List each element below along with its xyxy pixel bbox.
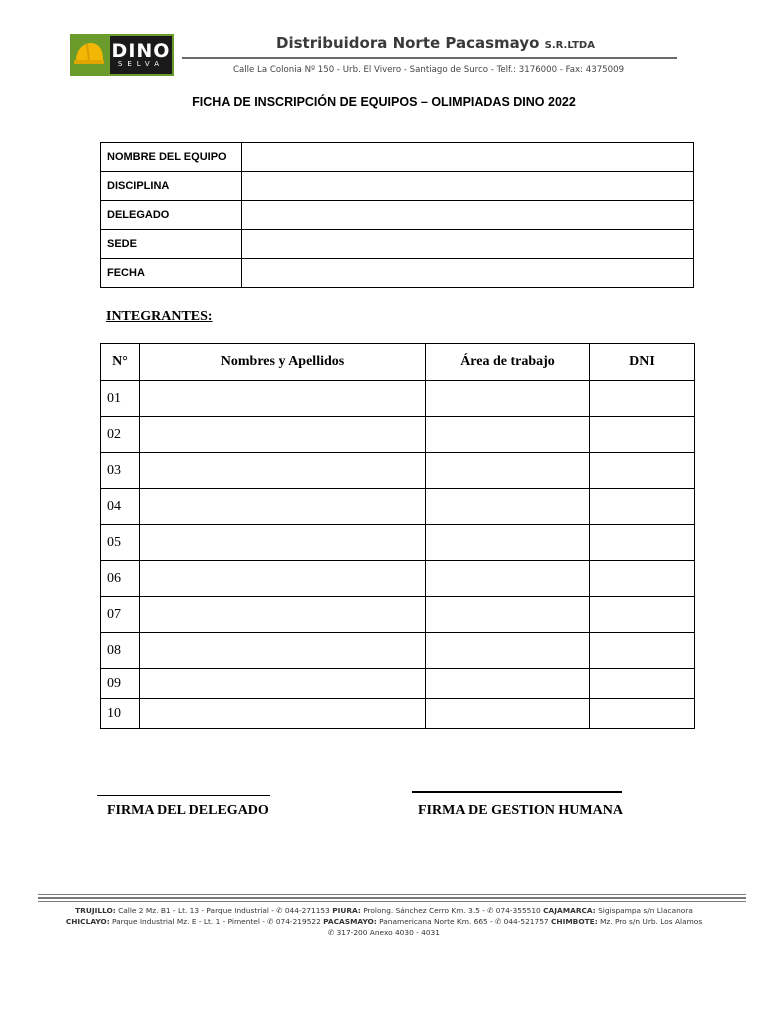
info-label: NOMBRE DEL EQUIPO [101,143,242,172]
table-row [101,669,695,699]
member-name-field[interactable] [140,381,426,417]
info-label: FECHA [101,259,242,288]
member-dni-field[interactable] [590,561,695,597]
company-logo [70,34,174,76]
member-dni-field[interactable] [590,417,695,453]
footer-city-label: CHIMBOTE: [550,917,598,926]
header-number: N° [101,344,140,381]
footer-branches-line-2 [0,917,768,926]
members-table [100,343,695,729]
row-number: 10 [101,699,140,729]
footer-branch-address: Prolong. Sánchez Cerro Km. 3.5 - ✆ 074-355510 [360,906,544,915]
table-row [101,633,695,669]
company-name-text: Distribuidora Norte Pacasmayo [276,34,540,52]
member-dni-field[interactable] [590,381,695,417]
member-area-field[interactable] [426,669,590,699]
footer-branches-line-1 [0,906,768,915]
table-row [101,489,695,525]
info-label: DISCIPLINA [101,172,242,201]
member-area-field[interactable] [426,699,590,729]
footer-branch-address: Panamericana Norte Km. 665 - ✆ 044-521757 [376,917,551,926]
member-dni-field[interactable] [590,633,695,669]
info-row [101,230,694,259]
footer-city-label: CHICLAYO: [65,917,110,926]
member-dni-field[interactable] [590,597,695,633]
footer-divider [38,894,746,895]
info-value-field[interactable] [242,259,694,288]
hr-signature-label: FIRMA DE GESTION HUMANA [418,803,623,818]
row-number: 01 [101,381,140,417]
member-dni-field[interactable] [590,453,695,489]
logo-wordmark [108,34,174,76]
team-info-table [100,142,694,288]
table-row [101,453,695,489]
member-area-field[interactable] [426,381,590,417]
footer-branch-address: Calle 2 Mz. B1 - Lt. 13 - Parque Industrial - ✆ 044-271153 [115,906,333,915]
member-dni-field[interactable] [590,489,695,525]
info-value-field[interactable] [242,143,694,172]
row-number: 06 [101,561,140,597]
delegate-signature-line[interactable] [97,795,270,796]
table-row [101,597,695,633]
member-area-field[interactable] [426,561,590,597]
row-number: 02 [101,417,140,453]
row-number: 09 [101,669,140,699]
member-name-field[interactable] [140,417,426,453]
member-name-field[interactable] [140,699,426,729]
footer-branches-line-3: ✆ 317-200 Anexo 4030 - 4031 [328,928,440,937]
company-suffix: S.R.LTDA [544,40,595,51]
member-name-field[interactable] [140,669,426,699]
header-divider [182,57,677,59]
member-name-field[interactable] [140,525,426,561]
row-number: 03 [101,453,140,489]
delegate-signature-label: FIRMA DEL DELEGADO [107,803,269,818]
member-area-field[interactable] [426,597,590,633]
table-row [101,525,695,561]
member-dni-field[interactable] [590,699,695,729]
info-row [101,143,694,172]
row-number: 04 [101,489,140,525]
form-title: FICHA DE INSCRIPCIÓN DE EQUIPOS – OLIMPIADAS DINO 2022 [192,95,576,109]
member-name-field[interactable] [140,597,426,633]
member-name-field[interactable] [140,561,426,597]
member-name-field[interactable] [140,489,426,525]
header-area: Área de trabajo [426,344,590,381]
table-row [101,417,695,453]
header-name: Nombres y Apellidos [140,344,426,381]
footer-divider [38,897,746,899]
footer-city-label: PACASMAYO: [323,917,377,926]
members-header-row [101,344,695,381]
member-area-field[interactable] [426,489,590,525]
table-row [101,381,695,417]
member-dni-field[interactable] [590,525,695,561]
row-number: 05 [101,525,140,561]
logo-main-text: DINO [111,40,171,62]
company-name [276,34,595,52]
footer-branch-address: Mz. Pro s/n Urb. Los Alamos [597,917,703,926]
member-area-field[interactable] [426,525,590,561]
footer-divider [38,901,746,902]
table-row [101,561,695,597]
footer-city-label: CAJAMARCA: [543,906,596,915]
info-row [101,201,694,230]
header-dni: DNI [590,344,695,381]
info-value-field[interactable] [242,230,694,259]
member-area-field[interactable] [426,453,590,489]
footer-branch-address: Parque Industrial Mz. E - Lt. 1 - Pimentel - ✆ 074-219522 [109,917,324,926]
members-section-title: INTEGRANTES: [106,309,213,324]
row-number: 08 [101,633,140,669]
member-name-field[interactable] [140,633,426,669]
company-address: Calle La Colonia Nº 150 - Urb. El Vivero - Santiago de Surco - Telf.: 3176000 - Fax: 4375009 [233,65,625,75]
logo-sub-text: SELVA [117,60,165,68]
info-label: SEDE [101,230,242,259]
helmet-icon [70,34,108,76]
member-name-field[interactable] [140,453,426,489]
member-dni-field[interactable] [590,669,695,699]
table-row [101,699,695,729]
member-area-field[interactable] [426,417,590,453]
footer-city-label: TRUJILLO: [75,906,116,915]
row-number: 07 [101,597,140,633]
info-row [101,172,694,201]
footer-branch-address: Sigispampa s/n Llacanora [595,906,693,915]
hr-signature-line[interactable] [412,791,622,793]
info-row [101,259,694,288]
info-label: DELEGADO [101,201,242,230]
info-value-field[interactable] [242,172,694,201]
footer-city-label: PIURA: [332,906,361,915]
info-value-field[interactable] [242,201,694,230]
member-area-field[interactable] [426,633,590,669]
